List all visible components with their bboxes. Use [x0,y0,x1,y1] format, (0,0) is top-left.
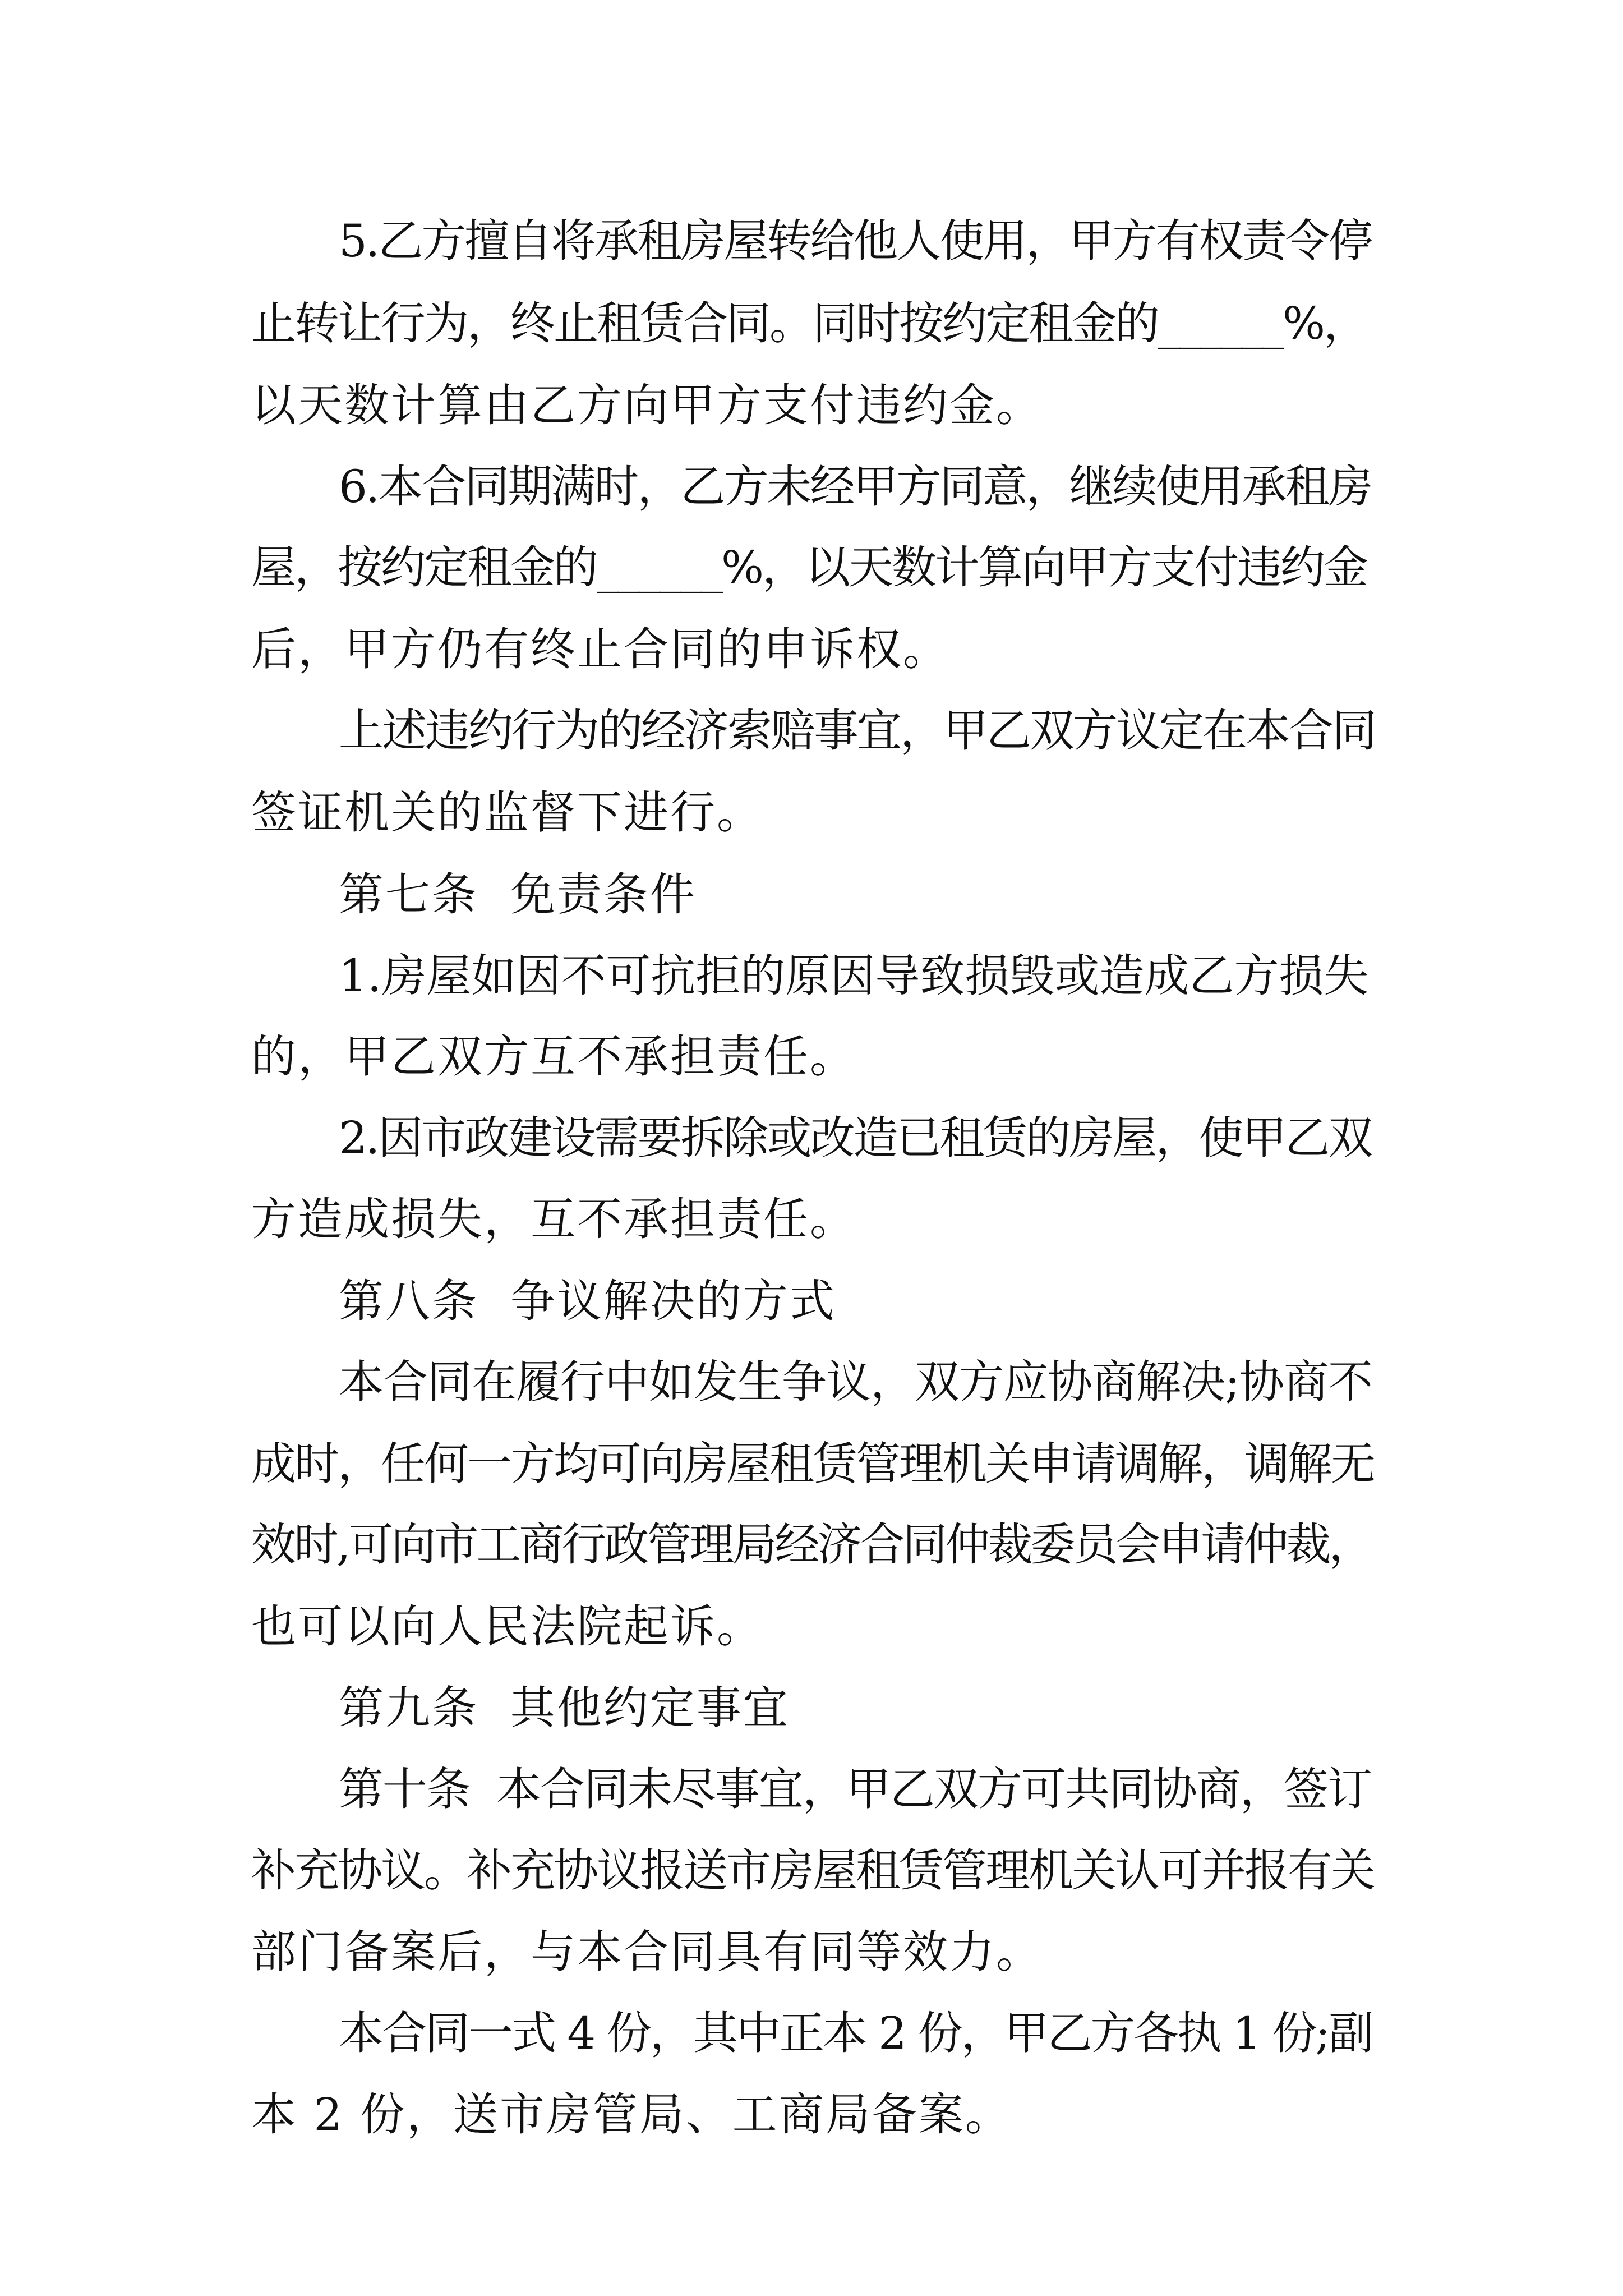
text-line: 本合同一式 4 份，其中正本 2 份，甲乙方各执 1 份;副 [339,2007,1372,2059]
text-line: 上述违约行为的经济索赔事宜，甲乙双方议定在本合同 [339,705,1375,757]
text-line: 补充协议。补充协议报送市房屋租赁管理机关认可并报有关 [251,1844,1374,1897]
text-line: 第十条 本合同未尽事宜，甲乙双方可共同协商，签订 [339,1763,1371,1815]
text-line: 成时，任何一方均可向房屋租赁管理机关申请调解，调解无 [251,1438,1374,1490]
text-line: 签证机关的监督下进行。 [251,786,763,839]
text-line: 本 2 份，送市房管局、工商局备案。 [251,2088,1012,2141]
text-line: 部门备案后，与本合同具有同等效力。 [251,1926,1043,1978]
text-line: 屋，按约定租金的______%，以天数计算向甲方支付违约金 [251,541,1367,593]
section-heading: 第九条 其他约定事宜 [339,1682,790,1734]
text-line: 的，甲乙双方互不承担责任。 [251,1030,856,1083]
text-line: 止转让行为，终止租赁合同。同时按约定租金的______%， [251,297,1367,349]
text-line: 方造成损失，互不承担责任。 [251,1193,856,1245]
text-line: 以天数计算由乙方向甲方支付违约金。 [251,379,1043,431]
section-heading: 第八条 争议解决的方式 [339,1275,836,1327]
section-heading: 第七条 免责条件 [339,868,697,921]
text-line: 效时,可向市工商行政管理局经济合同仲裁委员会申请仲裁， [251,1519,1372,1571]
text-line: 1.房屋如因不可抗拒的原因导致损毁或造成乙方损失 [339,950,1369,1002]
text-line: 后，甲方仍有终止合同的申诉权。 [251,623,949,675]
text-line: 本合同在履行中如发生争议，双方应协商解决;协商不 [339,1356,1372,1408]
text-line: 2.因市政建设需要拆除或改造已租赁的房屋，使甲乙双 [339,1112,1372,1164]
text-line: 5.乙方擅自将承租房屋转给他人使用，甲方有权责令停 [339,215,1372,267]
text-line: 6.本合同期满时，乙方未经甲方同意，继续使用承租房 [339,461,1372,513]
text-line: 也可以向人民法院起诉。 [251,1600,763,1653]
